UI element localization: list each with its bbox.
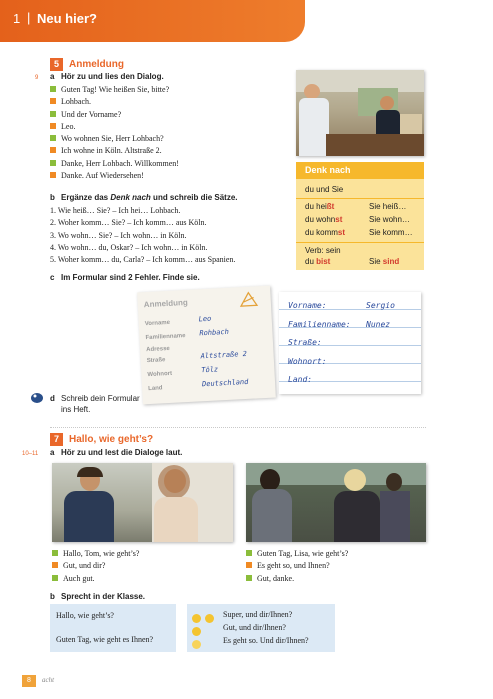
form-field-label: Straße [146, 357, 166, 365]
form-field-value: Deutschland [201, 377, 249, 389]
dialog-line [50, 170, 179, 182]
speech-box-questions [50, 604, 176, 652]
dialog-text: Und der Vorname? [61, 109, 122, 119]
grammar-box-title: Denk nach [296, 162, 424, 179]
form-field-label: Adresse [146, 345, 170, 354]
form-field-value: Altstraße 2 [200, 349, 248, 361]
grammar-sie-form: Sie komm… [369, 228, 413, 237]
page-word: acht [42, 676, 55, 684]
dialog-line [52, 560, 139, 572]
exercise-sentence: 1. Wie heiß… Sie? – Ich hei… Lohbach. [50, 206, 181, 215]
dialog-text: Gut, und dir? [63, 561, 106, 571]
dialog-line [50, 158, 179, 170]
form-field-label: Land [148, 385, 163, 393]
section-title-hallo: Hallo, wie geht’s? [69, 434, 154, 445]
speaker-marker-icon [52, 550, 58, 556]
dialog-line [246, 560, 348, 572]
dialog-line [50, 133, 179, 145]
form-field-label: Wohnort [147, 370, 173, 379]
dialog-text: Es geht so, und Ihnen? [257, 561, 330, 571]
form-field-value: Rohbach [199, 327, 230, 338]
speaker-marker-icon [246, 550, 252, 556]
registration-form-card [137, 286, 276, 405]
note-field-label: Wohnort: [288, 356, 327, 366]
dialog-text: Guten Tag! Wie heißen Sie, bitte? [61, 85, 170, 94]
dialog-text: Danke, Herr Lohbach. Willkommen! [61, 158, 179, 168]
note-field-row [288, 298, 418, 317]
task-b-instruction: Sprecht in der Klasse. [61, 592, 146, 601]
speaker-marker-icon [50, 147, 56, 153]
dialog-line [50, 96, 179, 108]
dialog-line [50, 84, 179, 96]
note-fields [288, 298, 418, 391]
grammar-du-form: du wohnst [305, 215, 343, 224]
grammar-row [305, 202, 420, 215]
dialog-text: Wo wohnen Sie, Herr Lohbach? [61, 134, 164, 144]
note-field-row [288, 354, 418, 373]
grammar-divider [296, 198, 424, 199]
dialog-text: Leo. [61, 121, 76, 131]
answer-gut: Gut, und dir/Ihnen? [223, 623, 286, 632]
task-letter-c: c [50, 273, 55, 282]
form-fields [144, 311, 272, 396]
task-d-instruction-line1: Schreib dein Formular [61, 394, 140, 403]
dialog-line [52, 548, 139, 560]
reception-photo [296, 70, 424, 156]
exercise-sentence: 5. Woher komm… du, Carla? – Ich komm… aus Spanien. [50, 255, 236, 265]
handwritten-note-card [279, 292, 421, 394]
speaker-marker-icon [246, 575, 252, 581]
dialog-line [50, 121, 179, 133]
grammar-divider [296, 242, 424, 243]
pen-logo-icon [237, 289, 260, 308]
speaker-marker-icon [52, 575, 58, 581]
grammar-row [305, 228, 420, 241]
task-letter-d: d [50, 394, 55, 403]
answer-super: Super, und dir/Ihnen? [223, 610, 293, 619]
notebook-icon [30, 391, 44, 403]
note-field-label: Familienname: [288, 319, 351, 329]
greeting-photo [246, 463, 426, 542]
question-informal: Hallo, wie geht’s? [56, 611, 114, 620]
exercise-sentence: 4. Wo wohn… du, Oskar? – Ich wohn… in Köln. [50, 242, 208, 252]
audio-track-9: 9 [35, 75, 39, 81]
chapter-number: 1 [13, 11, 21, 26]
section-title-anmeldung: Anmeldung [69, 59, 124, 70]
speaker-marker-icon [50, 123, 56, 129]
task-letter-a: a [50, 448, 55, 457]
page-number: 8 [22, 675, 36, 687]
grammar-row [305, 215, 420, 228]
section-number-5: 5 [50, 58, 63, 71]
grammar-box-subtitle: du und Sie [305, 185, 344, 194]
note-field-row [288, 335, 418, 354]
form-field-value: Tölz [201, 365, 219, 375]
exercise-sentences [50, 205, 235, 266]
task-letter-b: b [50, 193, 55, 202]
note-field-value: Nunez [366, 319, 391, 329]
dialog-text: Auch gut. [63, 573, 95, 583]
exercise-sentence: 3. Wo wohn… Sie? – Ich wohn… in Köln. [50, 230, 187, 240]
note-field-row [288, 317, 418, 336]
note-field-row [288, 372, 418, 391]
grammar-verb-label: Verb: sein [305, 246, 341, 255]
grammar-sein-du: du bist [305, 257, 331, 266]
dialog-line [50, 145, 179, 157]
speaker-marker-icon [50, 86, 56, 92]
dialog-anmeldung [50, 84, 179, 182]
form-field-label: Familienname [145, 333, 186, 342]
question-formal: Guten Tag, wie geht es Ihnen? [56, 635, 154, 644]
note-field-label: Straße: [288, 338, 322, 347]
speaker-marker-icon [50, 111, 56, 117]
dialog-text: Hallo, Tom, wie geht’s? [63, 549, 140, 558]
speaker-marker-icon [50, 98, 56, 104]
audio-track-10-11: 10–11 [22, 451, 39, 457]
grammar-sie-form: Sie wohn… [369, 215, 410, 224]
neutral-smiley-icon [192, 635, 201, 653]
dialog-line [52, 573, 139, 585]
speaker-marker-icon [52, 562, 58, 568]
dialog-line [246, 573, 348, 585]
grammar-sein-sie: Sie sind [369, 257, 400, 266]
speaker-marker-icon [50, 172, 56, 178]
grammar-sie-form: Sie heiß… [369, 202, 407, 211]
grammar-du-form: du heißt [305, 202, 335, 211]
dialog-text: Guten Tag, Lisa, wie geht’s? [257, 549, 349, 558]
task-a-instruction: Hör zu und lest die Dialoge laut. [61, 448, 183, 457]
dialog-text: Lohbach. [61, 97, 91, 107]
task-letter-a: a [50, 72, 55, 81]
speaker-marker-icon [50, 135, 56, 141]
form-field-value: Leo [198, 314, 212, 324]
note-field-label: Land: [288, 375, 313, 384]
dialog-line [50, 109, 179, 121]
task-d-instruction-line2: ins Heft. [61, 405, 91, 414]
task-letter-b: b [50, 592, 55, 601]
grammar-box-denk-nach [296, 162, 424, 270]
task-b-instruction: Ergänze das Denk nach und schreib die Sätze. [61, 193, 238, 202]
form-field-label: Vorname [144, 319, 171, 328]
grammar-du-form: du kommst [305, 228, 346, 237]
section-divider [50, 427, 426, 428]
task-c-instruction: Im Formular sind 2 Fehler. Finde sie. [61, 273, 200, 282]
dialog-tom [52, 548, 139, 585]
task-a-instruction: Hör zu und lies den Dialog. [61, 72, 164, 81]
grammar-conjugation-rows [305, 202, 420, 241]
speaker-marker-icon [246, 562, 252, 568]
dialog-line [246, 548, 348, 560]
header-separator: | [27, 10, 31, 25]
chapter-title: Neu hier? [37, 11, 97, 26]
answer-es-geht-so: Es geht so. Und dir/Ihnen? [223, 636, 309, 645]
dialog-text: Gut, danke. [257, 573, 295, 583]
note-field-label: Vorname: [288, 301, 327, 310]
form-title: Anmeldung [143, 297, 188, 310]
dialog-text: Danke. Auf Wiedersehen! [61, 171, 144, 181]
speech-box-answers [187, 604, 335, 652]
dialog-lisa [246, 548, 348, 585]
dialog-text: Ich wohne in Köln. Altstraße 2. [61, 146, 162, 156]
section-number-7: 7 [50, 433, 63, 446]
friends-photo [52, 463, 233, 542]
exercise-sentence: 2. Woher komm… Sie? – Ich komm… aus Köln. [50, 218, 207, 228]
speaker-marker-icon [50, 160, 56, 166]
note-field-value: Sergio [366, 301, 395, 310]
